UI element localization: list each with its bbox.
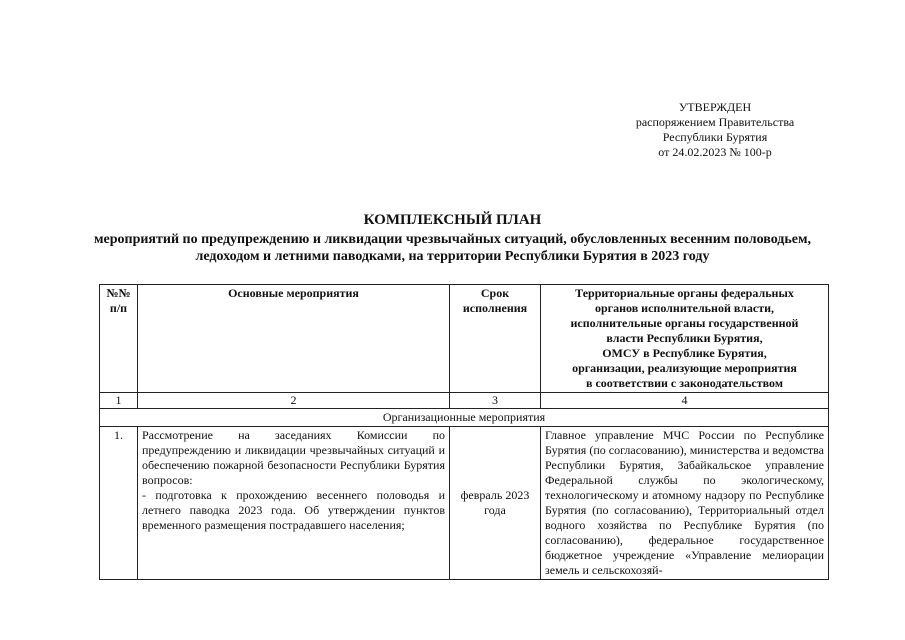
header-executors-line: власти Республики Бурятия, (606, 331, 763, 345)
column-number: 3 (450, 393, 541, 409)
column-number: 4 (541, 393, 829, 409)
header-executors (541, 285, 829, 393)
section-row (100, 409, 829, 427)
plan-table (99, 284, 829, 580)
header-activities: Основные мероприятия (138, 285, 450, 393)
column-number: 1 (100, 393, 138, 409)
header-executors-line: организации, реализующие мероприятия (572, 361, 797, 375)
header-deadline: Срок исполнения (450, 285, 541, 393)
header-executors-line: органов исполнительной власти, (594, 301, 775, 315)
column-number-row (100, 393, 829, 409)
header-executors-line: Территориальные органы федеральных (575, 286, 794, 300)
approval-line-by-order: распоряжением Правительства (635, 115, 795, 129)
row-deadline: февраль 2023 года (450, 427, 541, 580)
document-subtitle: мероприятий по предупреждению и ликвидации чрезвычайных ситуаций, обусловленных весенним половодьем, ледоходом и летними паводками, на территории Республики Бурятия в 2023 году (93, 232, 812, 264)
approval-line-date-number: от 24.02.2023 № 100-р (658, 145, 772, 159)
activity-intro: Рассмотрение на заседаниях Комиссии по предупреждению и ликвидации чрезвычайных ситуаций и обеспечению пожарной безопасности Республики Бурятия вопросов: (142, 428, 445, 487)
header-executors-line: ОМСУ в Республике Бурятия, (602, 346, 767, 360)
section-title: Организационные мероприятия (100, 409, 829, 427)
header-number: №№ п/п (100, 285, 138, 393)
approval-line-approved: УТВЕРЖДЕН (678, 100, 752, 114)
header-executors-line: исполнительные органы государственной (570, 316, 799, 330)
table-header-row (100, 285, 829, 393)
table-row (100, 427, 829, 580)
row-activity (138, 427, 450, 580)
document-title-block (90, 212, 815, 265)
approval-line-republic: Республики Бурятия (662, 130, 768, 144)
approval-stamp (600, 100, 830, 160)
document-title: КОМПЛЕКСНЫЙ ПЛАН (363, 212, 542, 228)
column-number: 2 (138, 393, 450, 409)
row-executors: Главное управление МЧС России по Республике Бурятия (по согласованию), министерства и ведомства Республики Бурятия, Забайкальское управление Федеральной службы по экологическому, технологическому и атомному надзору по Республике Бурятия (по согласованию), Территориальный отдел водного хозяйства по Республике Бурятия (по согласованию), федеральное государственное бюджетное учреждение «Управление мелиорации земель и сельскохозяй- (541, 427, 829, 580)
activity-item: - подготовка к прохождению весеннего половодья и летнего паводка 2023 года. Об утверждении пунктов временного размещения пострадавшего населения; (142, 488, 445, 532)
header-executors-line: в соответствии с законодательством (585, 376, 783, 390)
row-number: 1. (100, 427, 138, 580)
